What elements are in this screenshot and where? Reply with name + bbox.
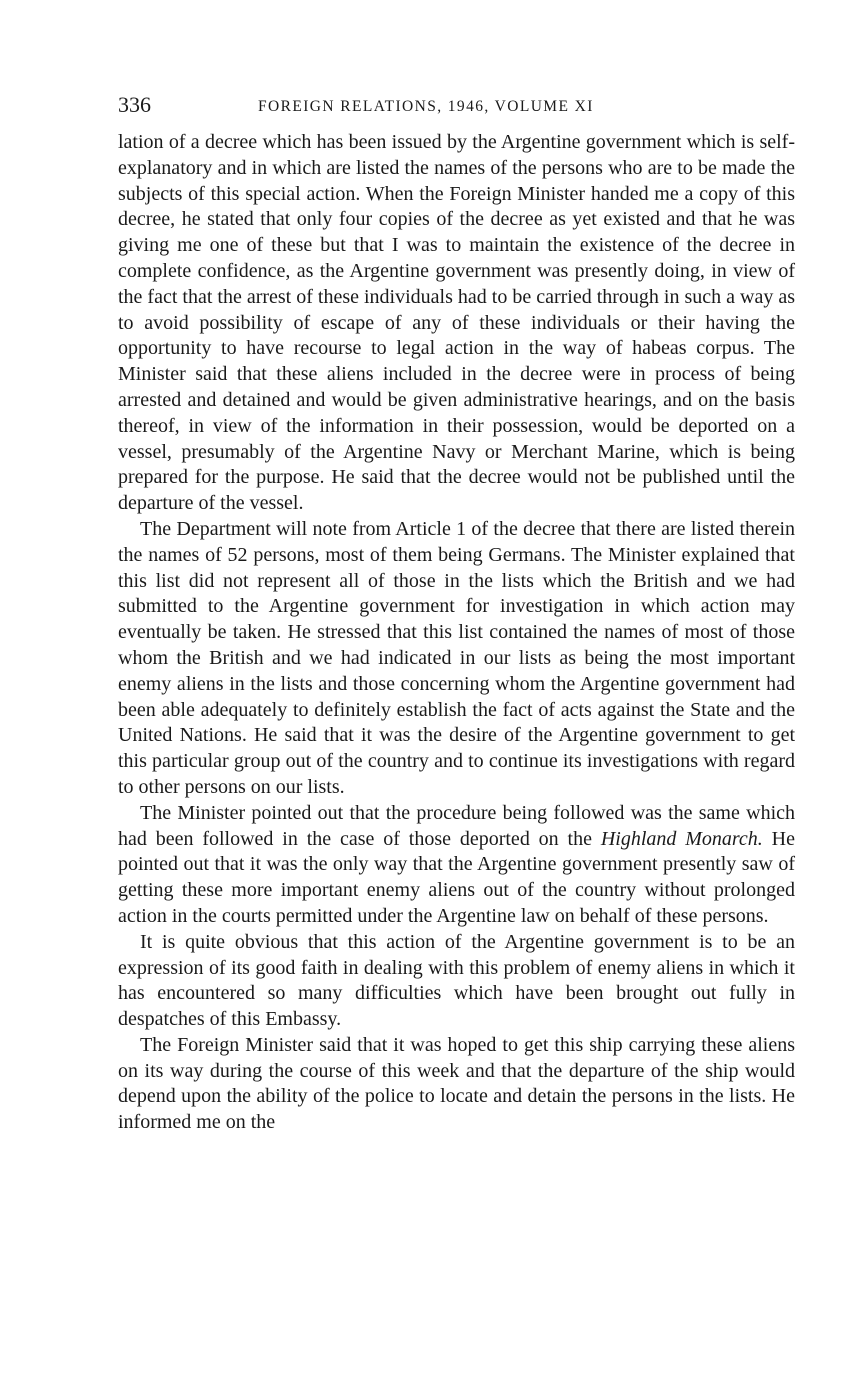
- running-header-title: FOREIGN RELATIONS, 1946, VOLUME XI: [258, 98, 594, 115]
- paragraph: The Foreign Minister said that it was hoped to get this ship carrying these aliens on its way during the course of this week and that the departure of the ship would depend upon the ability of the police to locate and detain the persons in the lists. He informed me on the: [118, 1033, 795, 1134]
- ship-name: Highland Monarch.: [600, 827, 763, 850]
- page-number: 336: [118, 92, 151, 117]
- paragraph: lation of a decree which has been issued by the Argentine government which is self-explanatory and in which are listed the names of the persons who are to be made the subjects of this special action. When the Foreign Minister handed me a copy of this decree, he stated that only four copies of the decree as yet existed and that he was giving me one of these but that I was to maintain the existence of the decree in complete confidence, as the Argentine government was presently doing, in view of the fact that the arrest of these individuals had to be carried through in such a way as to avoid possibility of escape of any of these individuals or their having the opportunity to have recourse to legal action in the way of habeas corpus. The Minister said that these aliens included in the decree were in process of being arrested and detained and would be given administrative hearings, and on the basis thereof, in view of the information in their possession, would be deported on a vessel, presumably of the Argentine Navy or Merchant Marine, which is being prepared for the purpose. He said that the decree would not be published until the departure of the vessel.: [118, 131, 795, 515]
- body-text: [118, 130, 795, 1136]
- paragraph: [118, 801, 795, 930]
- paragraph: The Department will note from Article 1 of the decree that there are listed therein the names of 52 persons, most of them being Germans. The Minister explained that this list did not represent all of those in the lists which the British and we had submitted to the Argentine government for investigation in which action may eventually be taken. He stressed that this list contained the names of most of those whom the British and we had indicated in our lists as being the most important enemy aliens in the lists and those concerning whom the Argentine government had been able adequately to definitely establish the fact of acts against the State and the United Nations. He said that it was the desire of the Argentine government to get this particular group out of the country and to continue its investigations with regard to other persons on our lists.: [118, 517, 795, 798]
- running-header: [118, 90, 795, 124]
- paragraph: It is quite obvious that this action of the Argentine government is to be an expression of its good faith in dealing with this problem of enemy aliens in which it has encountered so many difficulties which have been brought out fully in despatches of this Embassy.: [118, 930, 795, 1031]
- paragraph-text: The Minister pointed out that the procedure being followed was the same which had been followed in the case of those deported on the: [118, 801, 795, 850]
- document-page: [118, 90, 795, 1136]
- paragraph-text: He pointed out that it was the only way that the Argentine government presently saw of getting these more important enemy aliens out of the country without prolonged action in the courts permitted under the Argentine law on behalf of these persons.: [118, 827, 795, 927]
